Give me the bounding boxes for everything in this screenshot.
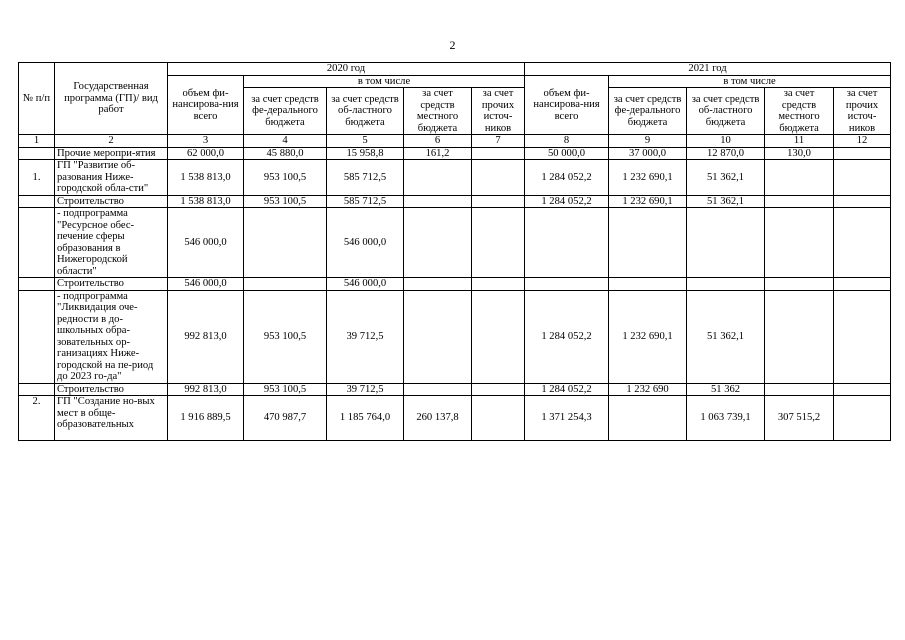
row-value: 12 870,0 [687, 147, 765, 160]
column-number: 10 [687, 135, 765, 148]
header-federal-2020: за счет средств фе-дерального бюджета [244, 88, 327, 135]
row-value [404, 290, 472, 383]
row-value [609, 396, 687, 441]
row-value: 1 063 739,1 [687, 396, 765, 441]
header-program: Государственная программа (ГП)/ вид работ [55, 63, 168, 135]
row-number [19, 278, 55, 291]
row-value: 45 880,0 [244, 147, 327, 160]
table-row [19, 278, 891, 291]
row-program-name: Строительство [55, 278, 168, 291]
page-number: 2 [449, 38, 456, 52]
row-value [834, 396, 891, 441]
row-value [834, 383, 891, 396]
row-value [765, 208, 834, 278]
row-value: 39 712,5 [327, 383, 404, 396]
row-value [472, 396, 525, 441]
header-local-2021: за счет средств местного бюджета [765, 88, 834, 135]
header-year-2021: 2021 год [525, 63, 891, 76]
row-value [609, 208, 687, 278]
column-number: 12 [834, 135, 891, 148]
row-value: 470 987,7 [244, 396, 327, 441]
row-value: 1 538 813,0 [168, 195, 244, 208]
row-value [404, 195, 472, 208]
column-number: 9 [609, 135, 687, 148]
row-value: 546 000,0 [168, 208, 244, 278]
row-value: 992 813,0 [168, 290, 244, 383]
row-value [404, 383, 472, 396]
column-number: 2 [55, 135, 168, 148]
row-number [19, 147, 55, 160]
row-program-name: Строительство [55, 195, 168, 208]
row-number [19, 290, 55, 383]
column-number: 1 [19, 135, 55, 148]
budget-table [18, 62, 891, 441]
column-number: 8 [525, 135, 609, 148]
row-value [687, 208, 765, 278]
row-value [834, 208, 891, 278]
row-number: 1. [19, 160, 55, 196]
row-value [404, 160, 472, 196]
row-value: 546 000,0 [168, 278, 244, 291]
row-value: 585 712,5 [327, 195, 404, 208]
row-number [19, 195, 55, 208]
row-program-name: - подпрограмма "Ликвидация оче-редности в до-школьных обра-зовательных ор-ганизациях Ниже-городской на пе-риод до 2023 го-да" [55, 290, 168, 383]
row-program-name: Строительство [55, 383, 168, 396]
row-value [687, 278, 765, 291]
row-value: 1 185 764,0 [327, 396, 404, 441]
row-value [609, 278, 687, 291]
row-value: 953 100,5 [244, 160, 327, 196]
row-value [765, 195, 834, 208]
header-including-2020: в том числе [244, 75, 525, 88]
row-value [244, 278, 327, 291]
column-number: 4 [244, 135, 327, 148]
row-value [765, 290, 834, 383]
row-value: 62 000,0 [168, 147, 244, 160]
row-value: 1 284 052,2 [525, 290, 609, 383]
header-federal-2021: за счет средств фе-дерального бюджета [609, 88, 687, 135]
row-value: 50 000,0 [525, 147, 609, 160]
header-regional-2021: за счет средств об-ластного бюджета [687, 88, 765, 135]
row-value [525, 278, 609, 291]
row-number [19, 383, 55, 396]
row-value [834, 290, 891, 383]
table-row [19, 208, 891, 278]
row-value: 585 712,5 [327, 160, 404, 196]
row-value: 37 000,0 [609, 147, 687, 160]
row-value: 161,2 [404, 147, 472, 160]
row-value: 1 232 690 [609, 383, 687, 396]
column-number: 11 [765, 135, 834, 148]
table-row [19, 396, 891, 441]
header-total-2021: объем фи-нансирова-ния всего [525, 75, 609, 135]
row-value: 1 284 052,2 [525, 195, 609, 208]
row-value [765, 278, 834, 291]
row-value: 1 232 690,1 [609, 290, 687, 383]
row-program-name-text: ГП "Создание но-вых мест в обще-образовательных [57, 396, 155, 430]
row-value [834, 195, 891, 208]
row-value: 1 284 052,2 [525, 383, 609, 396]
row-value [404, 278, 472, 291]
header-year-2020: 2020 год [168, 63, 525, 76]
header-local-2020: за счет средств местного бюджета [404, 88, 472, 135]
row-value: 953 100,5 [244, 383, 327, 396]
row-value: 1 371 254,3 [525, 396, 609, 441]
row-value [404, 208, 472, 278]
row-value: 992 813,0 [168, 383, 244, 396]
row-value: 1 538 813,0 [168, 160, 244, 196]
column-number: 6 [404, 135, 472, 148]
row-value: 1 916 889,5 [168, 396, 244, 441]
row-value: 51 362,1 [687, 290, 765, 383]
row-value: 51 362,1 [687, 195, 765, 208]
row-number [19, 208, 55, 278]
header-row-years [19, 63, 891, 76]
row-program-name: - подпрограмма "Ресурсное обес-печение сферы образования в Нижегородской области" [55, 208, 168, 278]
row-value: 39 712,5 [327, 290, 404, 383]
row-value [472, 383, 525, 396]
column-number: 5 [327, 135, 404, 148]
header-regional-2020: за счет средств об-ластного бюджета [327, 88, 404, 135]
row-value [765, 160, 834, 196]
row-value [834, 278, 891, 291]
row-value [472, 208, 525, 278]
row-value [834, 160, 891, 196]
header-total-2020: объем фи-нансирова-ния всего [168, 75, 244, 135]
table-row [19, 195, 891, 208]
row-value [525, 208, 609, 278]
row-value [244, 208, 327, 278]
row-value [472, 195, 525, 208]
header-num: № п/п [19, 63, 55, 135]
table-row [19, 383, 891, 396]
column-number-row [19, 135, 891, 148]
table-row [19, 160, 891, 196]
row-value: 1 284 052,2 [525, 160, 609, 196]
row-value [472, 278, 525, 291]
row-value: 51 362 [687, 383, 765, 396]
row-value: 546 000,0 [327, 208, 404, 278]
row-program-name: Прочие меропри-ятия [55, 147, 168, 160]
header-other-2021: за счет прочих источ-ников [834, 88, 891, 135]
header-including-2021: в том числе [609, 75, 891, 88]
table-row [19, 290, 891, 383]
row-value [834, 147, 891, 160]
row-value: 1 232 690,1 [609, 195, 687, 208]
header-other-2020: за счет прочих источ-ников [472, 88, 525, 135]
row-value: 51 362,1 [687, 160, 765, 196]
row-number: 2. [19, 396, 55, 441]
table-row [19, 147, 891, 160]
row-value [472, 290, 525, 383]
row-value: 130,0 [765, 147, 834, 160]
row-value [472, 147, 525, 160]
column-number: 3 [168, 135, 244, 148]
row-value: 953 100,5 [244, 195, 327, 208]
row-value [765, 383, 834, 396]
row-value [472, 160, 525, 196]
row-value: 307 515,2 [765, 396, 834, 441]
row-value: 15 958,8 [327, 147, 404, 160]
row-value: 1 232 690,1 [609, 160, 687, 196]
row-value: 546 000,0 [327, 278, 404, 291]
row-value: 260 137,8 [404, 396, 472, 441]
row-value: 953 100,5 [244, 290, 327, 383]
column-number: 7 [472, 135, 525, 148]
row-program-name: ГП "Развитие об-разования Ниже-городской обла-сти" [55, 160, 168, 196]
row-program-name [55, 396, 168, 441]
